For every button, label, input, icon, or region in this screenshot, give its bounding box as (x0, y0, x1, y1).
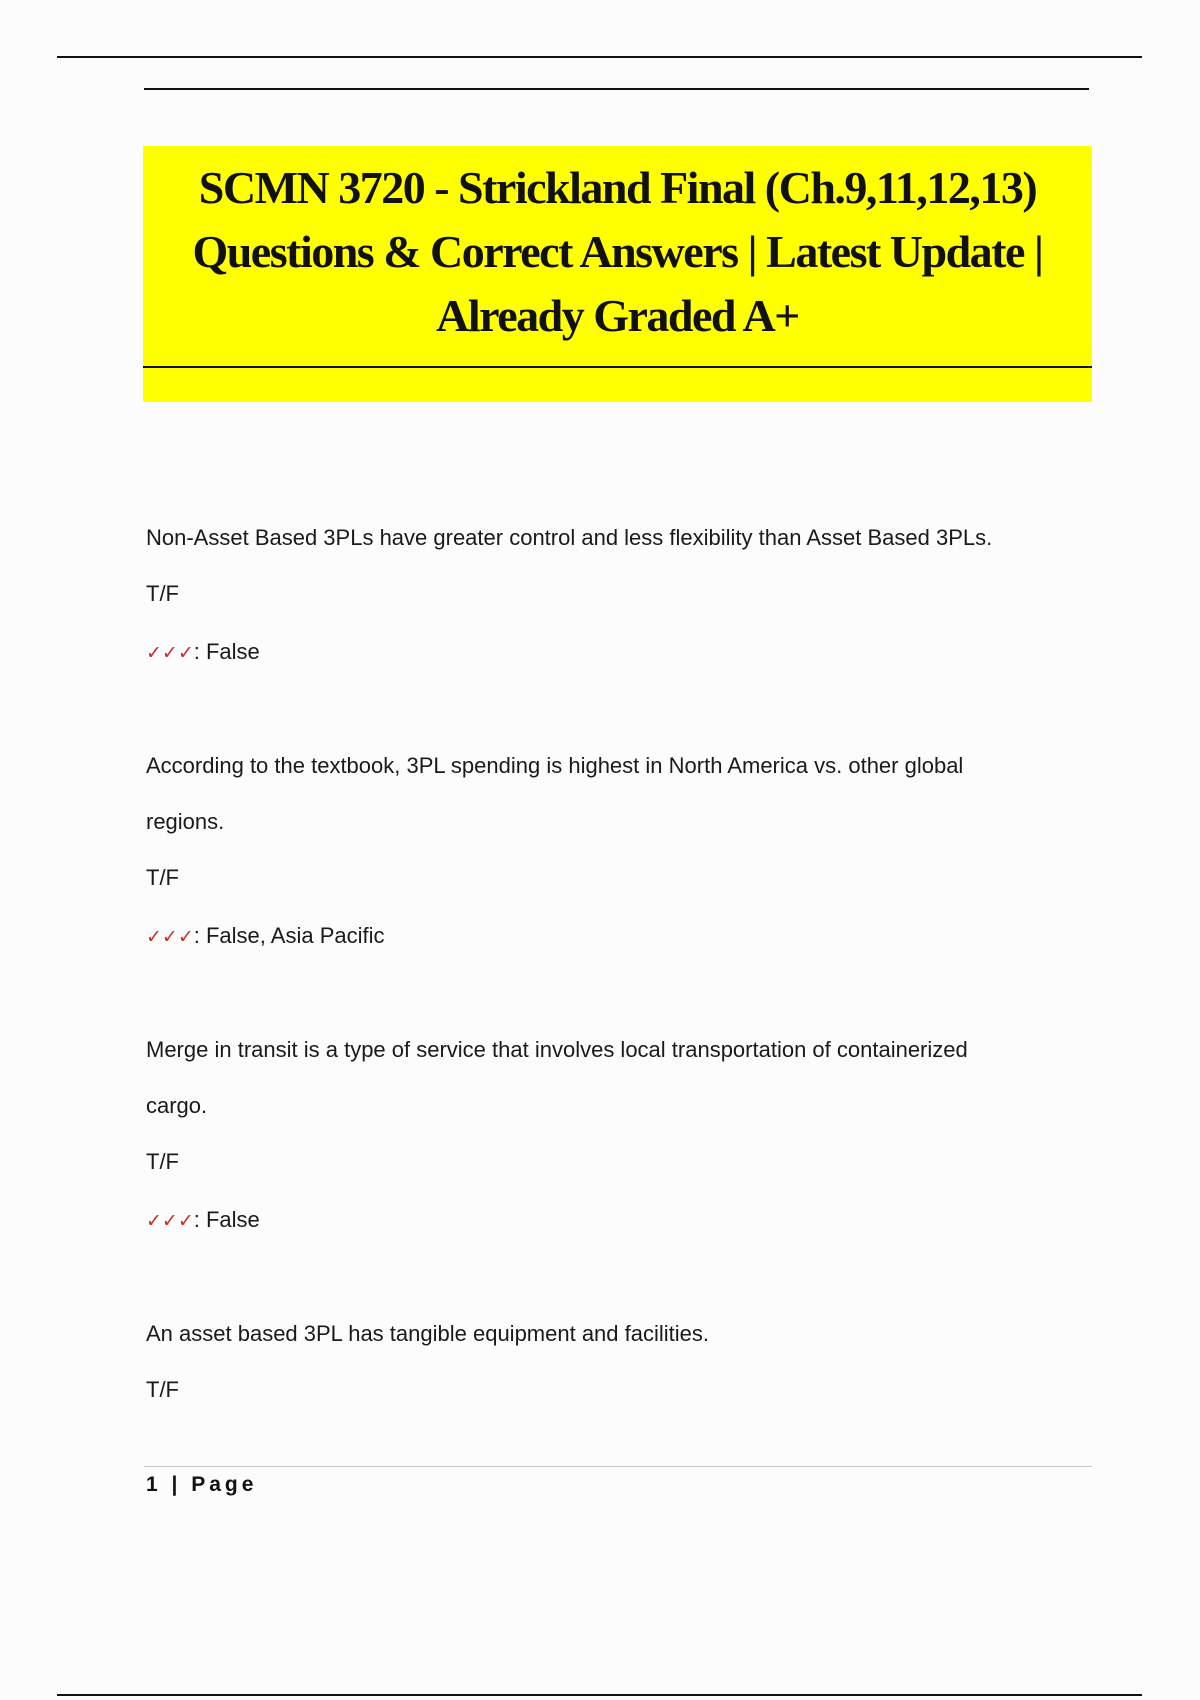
checkmarks-icon: ✓✓✓ (146, 642, 194, 664)
top-border-rule (57, 56, 1142, 58)
answer-text: : False (193, 1207, 260, 1232)
checkmarks-icon: ✓✓✓ (146, 926, 194, 948)
question-item (146, 738, 1092, 967)
answer-line (146, 1190, 1092, 1251)
question-text-continued: regions. (146, 809, 225, 834)
questions-list (146, 510, 1092, 1418)
question-text: Merge in transit is a type of service that involves local transportation of containerized (146, 1037, 968, 1062)
answer-text: : False, Asia Pacific (193, 923, 385, 948)
header-rule (144, 88, 1089, 90)
question-item (146, 1022, 1092, 1251)
question-type: T/F (146, 1149, 179, 1174)
checkmarks-icon: ✓✓✓ (146, 1210, 194, 1232)
title-line-2: Questions & Correct Answers | Latest Update | (192, 226, 1043, 277)
question-text: Non-Asset Based 3PLs have greater control and less flexibility than Asset Based 3PLs. (146, 525, 993, 550)
bottom-border-rule (57, 1694, 1142, 1696)
question-type: T/F (146, 1377, 179, 1402)
document-title (143, 146, 1092, 348)
question-item (146, 510, 1092, 683)
question-type: T/F (146, 581, 179, 606)
question-item (146, 1306, 1092, 1418)
title-line-3: Already Graded A+ (436, 290, 799, 341)
question-text: According to the textbook, 3PL spending is highest in North America vs. other global (146, 753, 964, 778)
question-text-continued: cargo. (146, 1093, 208, 1118)
answer-line (146, 906, 1092, 967)
answer-line (146, 622, 1092, 683)
title-line-1: SCMN 3720 - Strickland Final (Ch.9,11,12,13) (198, 162, 1037, 213)
title-underline-rule (143, 366, 1092, 368)
question-type: T/F (146, 865, 179, 890)
page-number: 1 | Page (146, 1473, 258, 1496)
footer-rule (144, 1466, 1092, 1467)
question-text: An asset based 3PL has tangible equipment and facilities. (146, 1321, 709, 1346)
answer-text: : False (193, 639, 260, 664)
title-banner (143, 146, 1092, 402)
